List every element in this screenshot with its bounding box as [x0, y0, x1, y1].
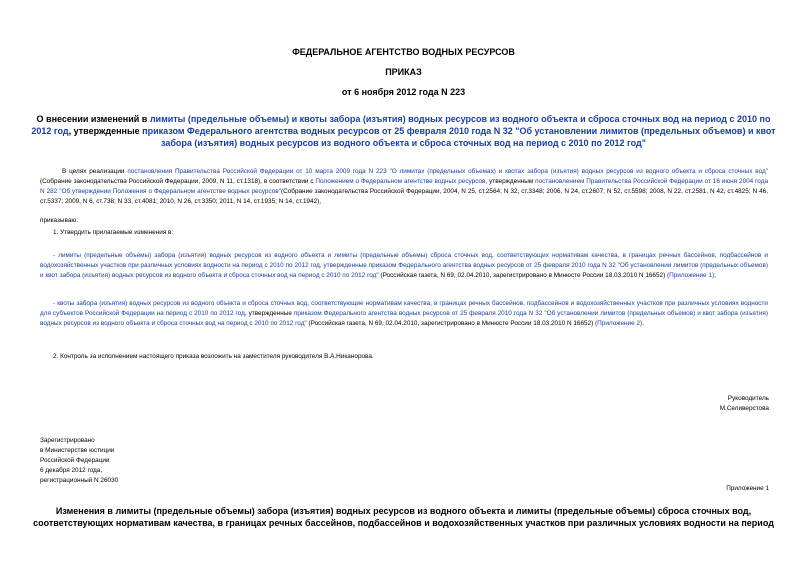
- item-2: 2. Контроль за исполнением настоящего приказа возложить на заместителя руководителя В.А.Никанорова.: [53, 353, 374, 360]
- order-date-number: от 6 ноября 2012 года N 223: [341, 87, 466, 97]
- signature-block: [720, 394, 769, 414]
- intro-link-resolution-223[interactable]: постановления Правительства Российской Федерации от 10 марта 2009 года N 223 "О лимитах (предельных объемах) и квотах забора (изъятия) водных ресурсов из водного объекта и сброса сточных вод": [127, 168, 768, 175]
- bullet-quotas: [40, 299, 768, 329]
- intro-text-4: (Собрание законодательства Российской Федерации, 2004, N 25, ст.2564; N 32, ст.3348; 2006, N 24, ст.2607; N 52, ст.5598; 2008, N 22, ст.2581, N 42, ст.4825; N 46, ст.5337; 2009, N 6, ст.738; N 33, ст.4081; 2010, N 26, ст.3350; 2011, N 14, ст.1935; N 14, ст.1942),: [40, 188, 768, 205]
- registration-line: регистрационный N 26030: [40, 477, 119, 484]
- intro-paragraph: [40, 167, 768, 207]
- document-type-heading: ПРИКАЗ: [385, 67, 422, 77]
- bullet1-text: (Российская газета, N 69, 02.04.2010, зарегистрировано в Минюсте России 18.03.2010 N 16652): [378, 272, 667, 279]
- registration-line: 6 декабря 2012 года,: [40, 467, 103, 474]
- signature-name: М.Селиверстова: [719, 405, 769, 412]
- subject-link-limits[interactable]: лимиты (предельные объемы) и квоты забора (изъятия) водных ресурсов из водного объекта и сброса сточных вод на период с 2010 по 2012 год: [31, 114, 771, 136]
- bullet1-end: ;: [714, 272, 716, 279]
- registration-block: [40, 436, 118, 486]
- registration-line: в Министерстве юстиции: [40, 447, 115, 454]
- subject-link-order-32[interactable]: приказом Федерального агентства водных ресурсов от 25 февраля 2010 года N 32 "Об установлении лимитов (предельных объемов) и квот забора (изъятия) водных ресурсов из водного объекта и сброса сточных вод на период с 2010 по 2012 год": [142, 126, 776, 148]
- intro-link-regulation[interactable]: Положением о Федеральном агентстве водных ресурсов: [315, 178, 486, 185]
- intro-text-2: (Собрание законодательства Российской Федерации, 2009, N 11, ст.1318), в соответствии с: [40, 178, 316, 185]
- subject-text-2: , утвержденные: [68, 126, 143, 136]
- appendix-title: Изменения в лимиты (предельные объемы) забора (изъятия) водных ресурсов из водного объекта и лимиты (предельные объемы) сброса сточных вод, соответствующих нормативам качества, в границах речных бассейнов, подбассейнов и водохозяйственных участков при различных условиях водности на период: [33, 506, 774, 528]
- bullet2-link-quotas[interactable]: - квоты забора (изъятия) водных ресурсов из водного объекта и сброса сточных вод, соответствующие нормативам качества, в границах речных бассейнов, подбассейнов и водохозяйственных участков при различных условиях водности для субъектов Российской Федерации на период с 2010 по 2012 год: [40, 300, 768, 317]
- registration-line: Российской Федерации: [40, 457, 110, 464]
- intro-text-3: , утвержденным: [485, 178, 536, 185]
- intro-link-resolution-282[interactable]: постановлением Правительства Российской Федерации от 16 июня 2004 года N 282 "Об утверждении Положения о Федеральном агентстве водных ресурсов": [40, 178, 769, 195]
- bullet1-link-limits[interactable]: - лимиты (предельные объемы) забора (изъятия) водных ресурсов из водного объекта и лимиты (предельные объемы) сброса сточных вод, соответствующих нормативам качества, в границах речных бассейнов, подбассейнов и водохозяйственных участков при различных условиях водности на период с 2010 по 2012 год, утвержденные приказом Федерального агентства водных ресурсов от 25 февраля 2010 года N 32 "Об установлении лимитов (предельных объемов) и квот забора (изъятия) водных ресурсов из водного объекта и сброса сточных вод на период с 2010 по 2012 год": [40, 252, 768, 279]
- bullet2-link-appendix-2[interactable]: (Приложение 2): [595, 320, 643, 327]
- signature-title: Руководитель: [727, 395, 769, 402]
- intro-text-1: В целях реализации: [62, 168, 128, 175]
- order-word: приказываю:: [40, 217, 78, 224]
- bullet1-link-appendix-1[interactable]: (Приложение 1): [667, 272, 715, 279]
- item-1: 1. Утвердить прилагаемые изменения в:: [53, 229, 174, 236]
- bullet-limits: [40, 251, 768, 281]
- bullet2-text-2: (Российская газета, N 69, 02.04.2010, зарегистрировано в Минюсте России 18.03.2010 N 16652): [306, 320, 596, 327]
- registration-line: Зарегистрировано: [40, 437, 95, 444]
- order-subject: [30, 113, 777, 149]
- bullet2-text-1: , утвержденные: [244, 310, 294, 317]
- appendix-label: Приложение 1: [726, 485, 769, 492]
- bullet2-link-order-32[interactable]: приказом Федерального агентства водных ресурсов от 25 февраля 2010 года N 32 "Об установлении лимитов (предельных объемов) и квот забора (изъятия) водных ресурсов из водного объекта и сброса сточных вод на период с 2010 по 2012 год": [40, 310, 768, 327]
- subject-text-1: О внесении изменений в: [36, 114, 150, 124]
- agency-heading: ФЕДЕРАЛЬНОЕ АГЕНТСТВО ВОДНЫХ РЕСУРСОВ: [292, 47, 515, 57]
- bullet2-end: .: [642, 320, 644, 327]
